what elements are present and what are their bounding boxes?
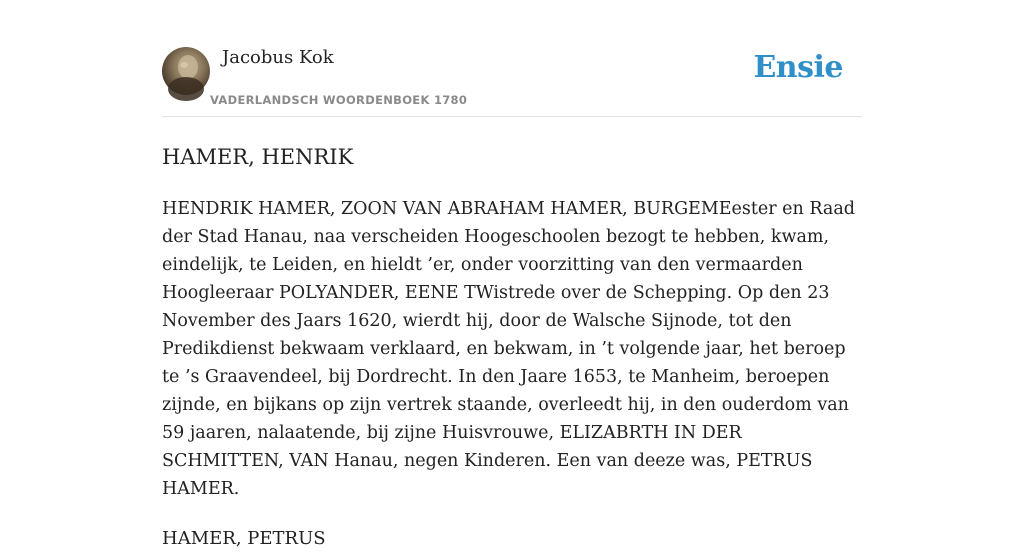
portrait-icon bbox=[162, 47, 210, 95]
main-content bbox=[162, 46, 862, 553]
author-name[interactable]: Jacobus Kok bbox=[222, 47, 334, 68]
next-entry-title[interactable]: HAMER, PETRUS bbox=[162, 528, 326, 549]
brand-logo[interactable]: Ensie bbox=[753, 50, 843, 85]
entry-body: HENDRIK HAMER, ZOON VAN ABRAHAM HAMER, BURGEMEester en Raad der Stad Hanau, naa verscheiden Hoogeschoolen bezogt te hebben, kwam, eindelijk, te Leiden, en hieldt ’er, onder voorzitting van den vermaarden Hoogleeraar POLYANDER, EENE TWistrede over de Schepping. Op den 23 November des Jaars 1620, wierdt hij, door de Walsche Sijnode, tot den Predikdienst bekwaam verklaard, en bekwam, in ’t volgende jaar, het beroep te ’s Graavendeel, bij Dordrecht. In den Jaare 1653, te Manheim, beroepen zijnde, en bijkans op zijn vertrek staande, overleedt hij, in den ouderdom van 59 jaaren, nalaatende, bij zijne Huisvrouwe, ELIZABRTH IN DER SCHMITTEN, VAN Hanau, negen Kinderen. Een van deeze was, PETRUS HAMER. bbox=[162, 199, 856, 499]
author-avatar[interactable] bbox=[162, 47, 210, 95]
header bbox=[162, 46, 862, 117]
entry-title: HAMER, HENRIK bbox=[162, 145, 354, 169]
book-title[interactable]: VADERLANDSCH WOORDENBOEK 1780 bbox=[210, 93, 468, 107]
